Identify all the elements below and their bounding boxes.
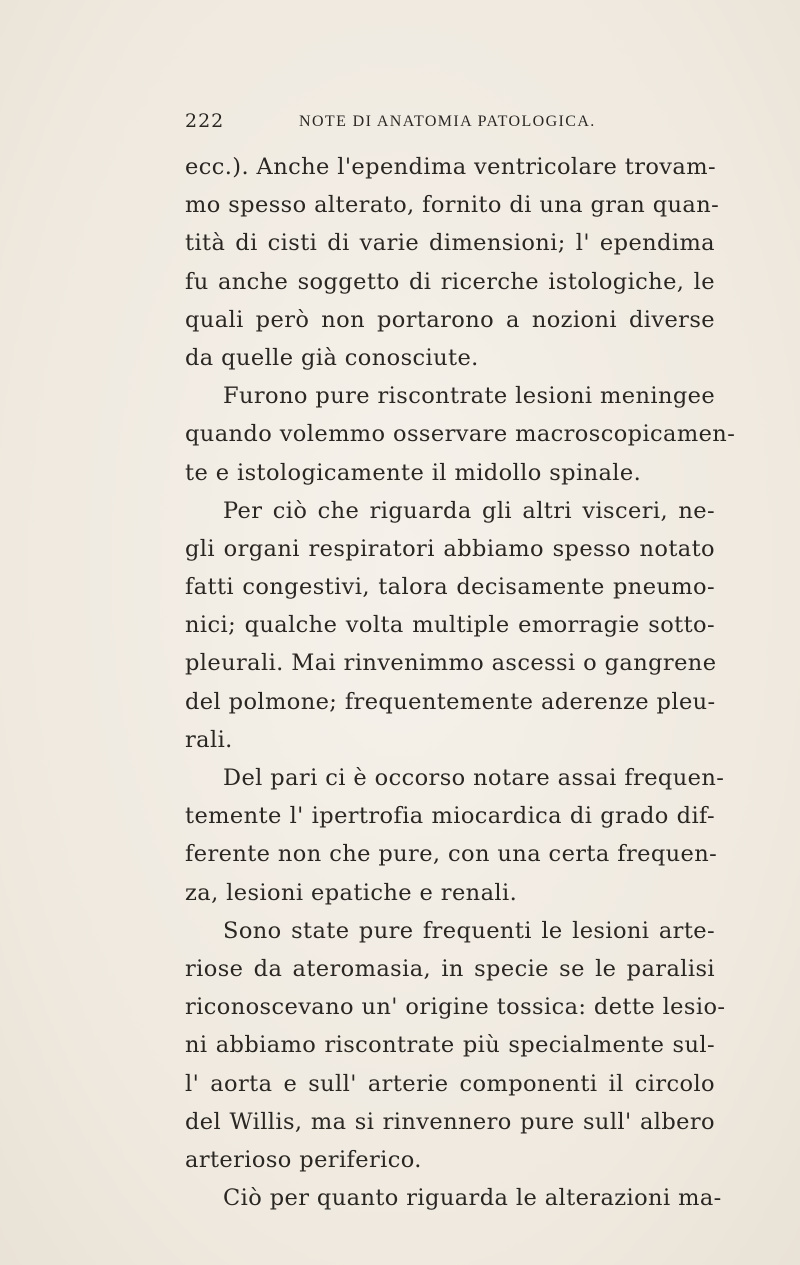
text-line: riose da ateromasia, in specie se le paralisi [185,955,715,982]
text-line: ecc.). Anche l'ependima ventricolare trovam- [185,154,716,180]
body-text [185,148,736,1217]
text-line: gli organi respiratori abbiamo spesso notato [185,535,715,562]
text-line: del polmone; frequentemente aderenze pleu- [185,688,716,715]
text-line: Per ciò che riguarda gli altri visceri, ne- [223,497,715,524]
text-line: arterioso periferico. [185,1146,422,1173]
text-line: za, lesioni epatiche e renali. [185,879,518,906]
text-line: te e istologicamente il midollo spinale. [185,459,642,486]
book-page [185,0,736,1265]
text-line: Sono state pure frequenti le lesioni arte- [223,917,715,944]
text-line: quali però non portarono a nozioni diverse [185,306,715,333]
text-line: mo spesso alterato, fornito di una gran quan- [185,192,720,219]
running-title: NOTE DI ANATOMIA PATOLOGICA. [299,113,596,130]
text-line: Ciò per quanto riguarda le alterazioni ma- [223,1185,722,1212]
text-line: Del pari ci è occorso notare assai frequen- [223,765,725,791]
text-line: l' aorta e sull' arterie componenti il circolo [185,1070,715,1097]
page-header [185,110,715,136]
page-number: 222 [185,110,225,132]
text-line: rali. [185,726,233,753]
text-line: fatti congestivi, talora decisamente pneumo- [185,574,715,601]
text-line: pleurali. Mai rinvenimmo ascessi o gangrene [185,650,717,677]
text-line: tità di cisti di varie dimensioni; l' ependima [185,230,715,257]
text-line: da quelle già conosciute. [185,344,479,371]
text-line: fu anche soggetto di ricerche istologiche, le [185,268,715,295]
text-line: del Willis, ma si rinvennero pure sull' albero [185,1108,715,1135]
text-line: Furono pure riscontrate lesioni meningee [223,383,716,410]
text-line: nici; qualche volta multiple emorragie sotto- [185,612,715,639]
text-line: temente l' ipertrofia miocardica di grado dif- [185,803,715,830]
text-line: riconoscevano un' origine tossica: dette lesio- [185,994,726,1021]
text-line: quando volemmo osservare macroscopicamen- [185,421,736,448]
text-line: ni abbiamo riscontrate più specialmente sul- [185,1032,715,1059]
text-line: ferente non che pure, con una certa frequen- [185,841,718,868]
